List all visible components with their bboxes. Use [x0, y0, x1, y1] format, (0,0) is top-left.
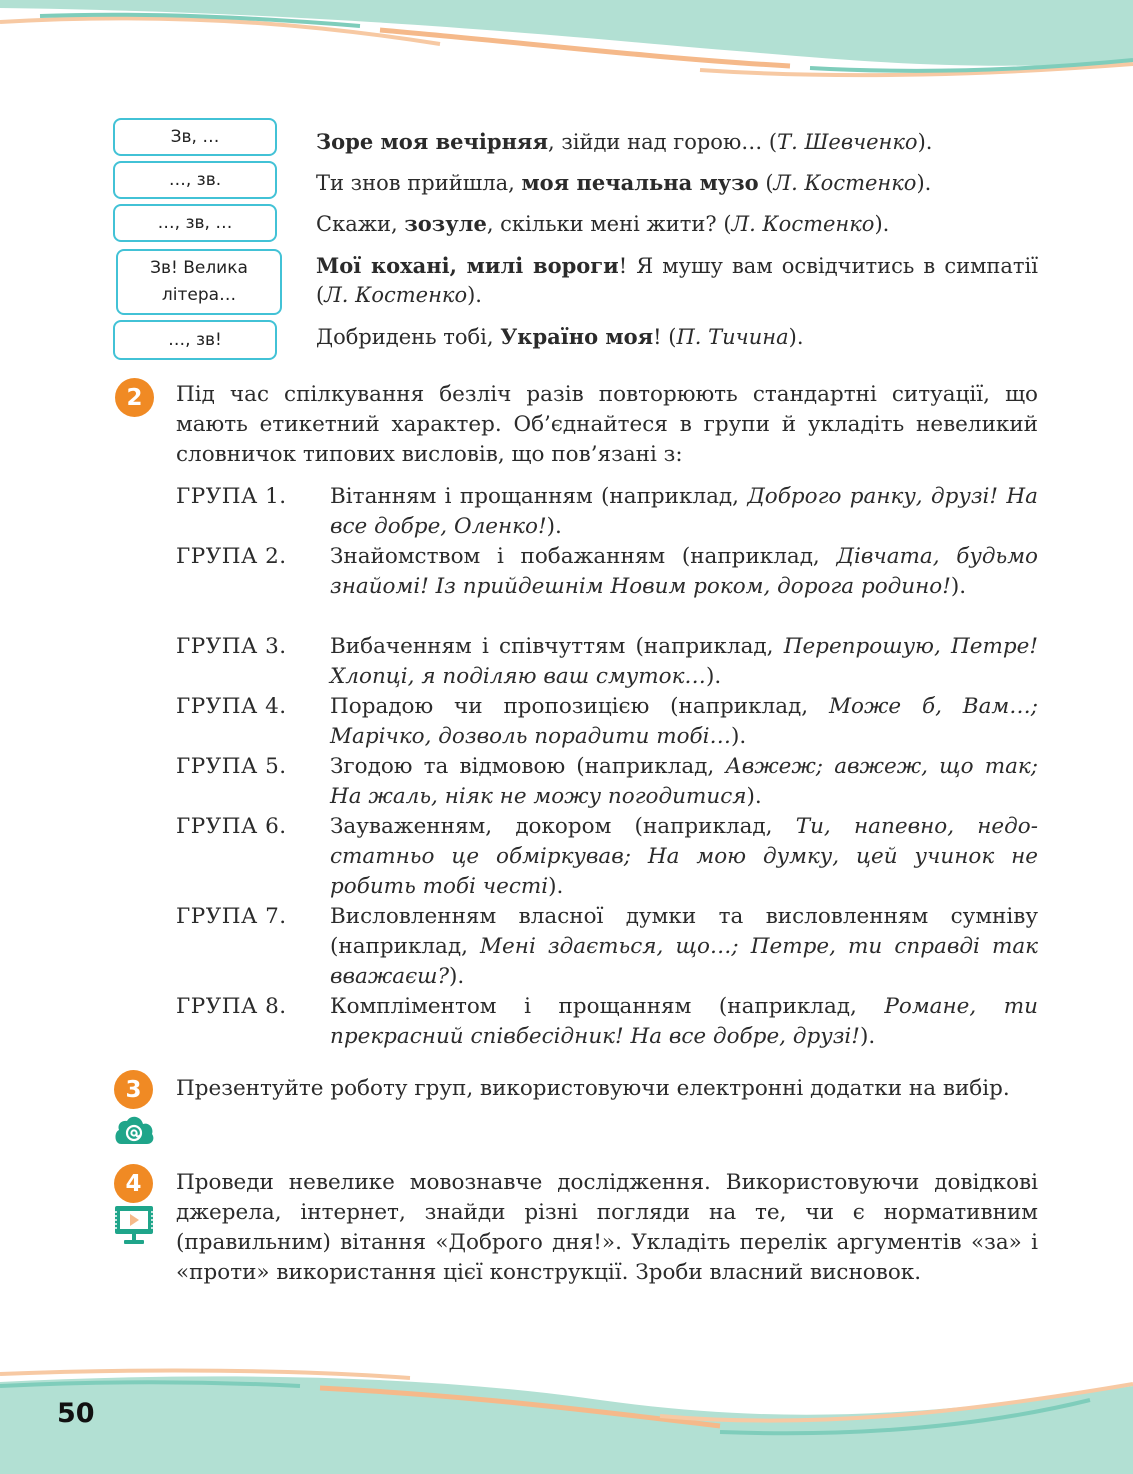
example-sentence: Ти знов прийшла, моя печальна музо (Л. Костенко). — [316, 170, 932, 195]
example-sentence: Зоре моя вечірняя, зійди над горою… (Т. Шевченко). — [316, 129, 933, 154]
example-sentence: Добридень тобі, Україно моя! (П. Тичина). — [316, 324, 804, 349]
group-label: ГРУПА 7. — [176, 904, 287, 929]
task-text: Проведи невелике мовознавче дослідження. Використовуючи довідкові джерела, інтернет, знайди різні погляди на те, чи є нормативним (правильним) вітання «Доброго дня!». Укладіть перелік аргументів «за» і «проти» використання цієї конструкції. Зроби власний висновок. — [176, 1170, 1038, 1285]
example-sentence: Скажи, зозуле, скільки мені жити? (Л. Костенко). — [316, 211, 890, 236]
page-number: 50 — [57, 1398, 95, 1429]
task-text: Під час спілкування безліч разів повторюють стандартні ситуації, що мають етикетний характер. Об’єднайтеся в групи й укладіть невеликий словничок типових висловів, що пов’язані з: — [176, 382, 1038, 467]
example-sentence: Мої кохані, милі вороги! Я мушу вам освідчитись в симпатії (Л. Костенко). — [316, 253, 1038, 307]
pattern-box: …, зв! — [113, 320, 277, 360]
pattern-box: Зв, … — [113, 118, 277, 156]
group-text: Компліментом і прощанням (наприклад, Романе, ти прекрасний співбесідник! На все добре, друзі!). — [330, 994, 1039, 1049]
group-text: Зауваженням, докором (наприклад, Ти, напевно, недостатньо це обміркував; На мою думку, цей учинок не робить тобі честі). — [330, 814, 1038, 899]
group-label: ГРУПА 1. — [176, 484, 287, 509]
task-text: Презентуйте роботу груп, використовуючи електронні додатки на вибір. — [176, 1076, 1010, 1101]
task-number-badge: 4 — [114, 1164, 153, 1203]
cloud-at-icon — [113, 1110, 155, 1146]
footer-wave-decoration — [0, 1334, 1133, 1474]
task-number-badge: 3 — [114, 1070, 153, 1109]
group-label: ГРУПА 5. — [176, 754, 287, 779]
group-label: ГРУПА 6. — [176, 814, 287, 839]
pattern-box: …, зв, … — [113, 204, 277, 242]
pattern-box: …, зв. — [113, 161, 277, 199]
group-text: Вибаченням і співчуттям (наприклад, Перепрошую, Петре! Хлопці, я поділяю ваш смуток…). — [330, 634, 1039, 689]
group-text: Знайомством і побажанням (наприклад, Дівчата, будьмо знайомі! Із прийдешнім Новим роком, дорога родино!). — [330, 544, 1038, 599]
pattern-box: Зв! Велика літера… — [116, 249, 282, 315]
group-label: ГРУПА 8. — [176, 994, 287, 1019]
group-text: Вітанням і прощанням (наприклад, Доброго ранку, друзі! На все добре, Оленко!). — [330, 484, 1038, 539]
group-label: ГРУПА 2. — [176, 544, 287, 569]
group-text: Порадою чи пропозицією (наприклад, Може б, Вам…; Марічко, дозволь порадити тобі…). — [330, 694, 1038, 749]
group-text: Згодою та відмовою (наприклад, Авжеж; авжеж, що так; На жаль, ніяк не можу погодитися). — [330, 754, 1039, 809]
task-number-badge: 2 — [115, 378, 154, 417]
video-screen-icon — [113, 1204, 155, 1248]
group-label: ГРУПА 4. — [176, 694, 287, 719]
header-wave-decoration — [0, 0, 1133, 120]
group-text: Висловленням власної думки та висловленням сумніву (наприклад, Мені здається, що…; Петре, ти справді так вважаєш?). — [330, 904, 1038, 989]
group-label: ГРУПА 3. — [176, 634, 287, 659]
